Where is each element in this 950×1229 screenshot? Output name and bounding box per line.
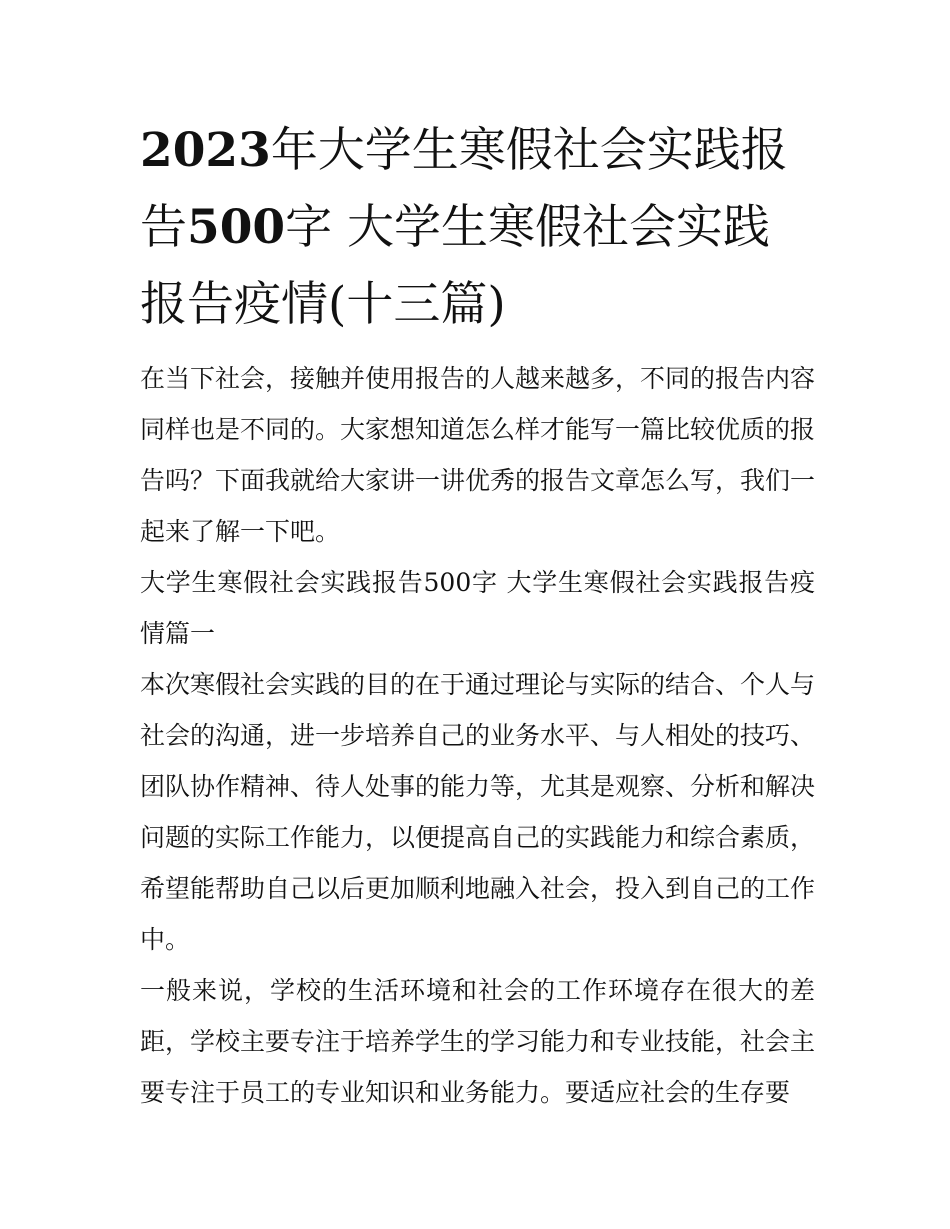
body-paragraph-1: 本次寒假社会实践的目的在于通过理论与实际的结合、个人与社会的沟通，进一步培养自己的业务水平、与人相处的技巧、团队协作精神、待人处事的能力等，尤其是观察、分析和解决问题的实际工作能力，以便提高自己的实践能力和综合素质，希望能帮助自己以后更加顺利地融入社会，投入到自己的工作中。	[140, 670, 816, 954]
title-year: 2023	[140, 123, 271, 178]
title-segment-2: 字 大学生寒假社会实践报告疫情(十三篇)	[140, 200, 771, 332]
document-title	[140, 112, 815, 343]
document-body	[140, 112, 815, 1118]
body-paragraph-2: 一般来说，学校的生活环境和社会的工作环境存在很大的差距，学校主要专注于培养学生的学习能力和专业技能，社会主要专注于员工的专业知识和业务能力。要适应社会的生存要	[140, 976, 816, 1107]
title-segment-1: 年大学生寒假社会实践报告	[140, 123, 788, 255]
section-heading: 大学生寒假社会实践报告500字 大学生寒假社会实践报告疫情篇一	[140, 568, 815, 648]
intro-paragraph: 在当下社会，接触并使用报告的人越来越多，不同的报告内容同样也是不同的。大家想知道怎么样才能写一篇比较优质的报告吗？下面我就给大家讲一讲优秀的报告文章怎么写，我们一起来了解一下吧。	[140, 364, 816, 546]
title-word-count: 500	[187, 200, 286, 255]
